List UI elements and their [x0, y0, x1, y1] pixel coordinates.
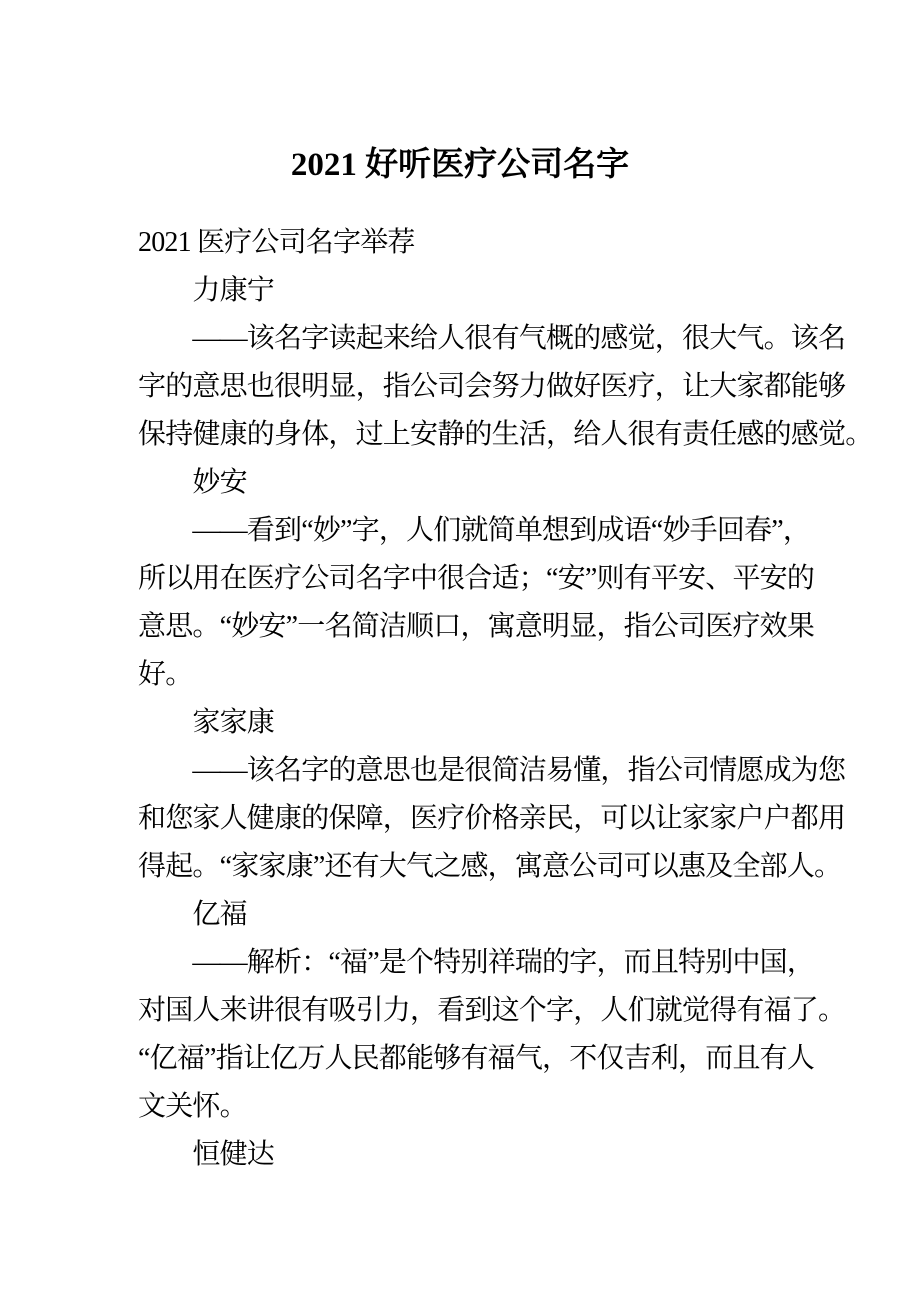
text-line-name-miaoan: 妙安 — [138, 467, 247, 498]
text-line: 字的意思也很明显，指公司会努力做好医疗，让大家都能够 — [138, 371, 846, 402]
text-line: 文关怀。 — [138, 1091, 247, 1122]
document-body — [138, 219, 873, 1179]
text-line: ——该名字的意思也是很简洁易懂，指公司情愿成为您 — [138, 755, 846, 786]
text-line-name-yifu: 亿福 — [138, 899, 247, 930]
text-line: 所以用在医疗公司名字中很合适；“安”则有平安、平安的 — [138, 563, 815, 594]
text-line: ——该名字读起来给人很有气概的感觉，很大气。该名 — [138, 323, 846, 354]
text-line: 好。 — [138, 659, 193, 690]
text-line-intro: 2021 医疗公司名字举荐 — [138, 227, 415, 258]
text-line: 意思。“妙安”一名简洁顺口，寓意明显，指公司医疗效果 — [138, 611, 815, 642]
text-line: ——看到“妙”字，人们就简单想到成语“妙手回春”， — [138, 515, 811, 546]
document-title: 2021 好听医疗公司名字 — [290, 147, 630, 183]
text-line: 和您家人健康的保障，医疗价格亲民，可以让家家户户都用 — [138, 803, 846, 834]
text-line: “亿福”指让亿万人民都能够有福气，不仅吉利，而且有人 — [138, 1043, 815, 1074]
text-line-name-jiajiakang: 家家康 — [138, 707, 275, 738]
text-line-name-hengjianda: 恒健达 — [138, 1139, 275, 1170]
text-line: 对国人来讲很有吸引力，看到这个字，人们就觉得有福了。 — [138, 995, 846, 1026]
text-line-name-likangning: 力康宁 — [138, 275, 275, 306]
text-line: 得起。“家家康”还有大气之感，寓意公司可以惠及全部人。 — [138, 851, 842, 882]
text-line: ——解析：“福”是个特别祥瑞的字，而且特别中国， — [138, 947, 815, 978]
text-line: 保持健康的身体，过上安静的生活，给人很有责任感的感觉。 — [138, 419, 873, 450]
